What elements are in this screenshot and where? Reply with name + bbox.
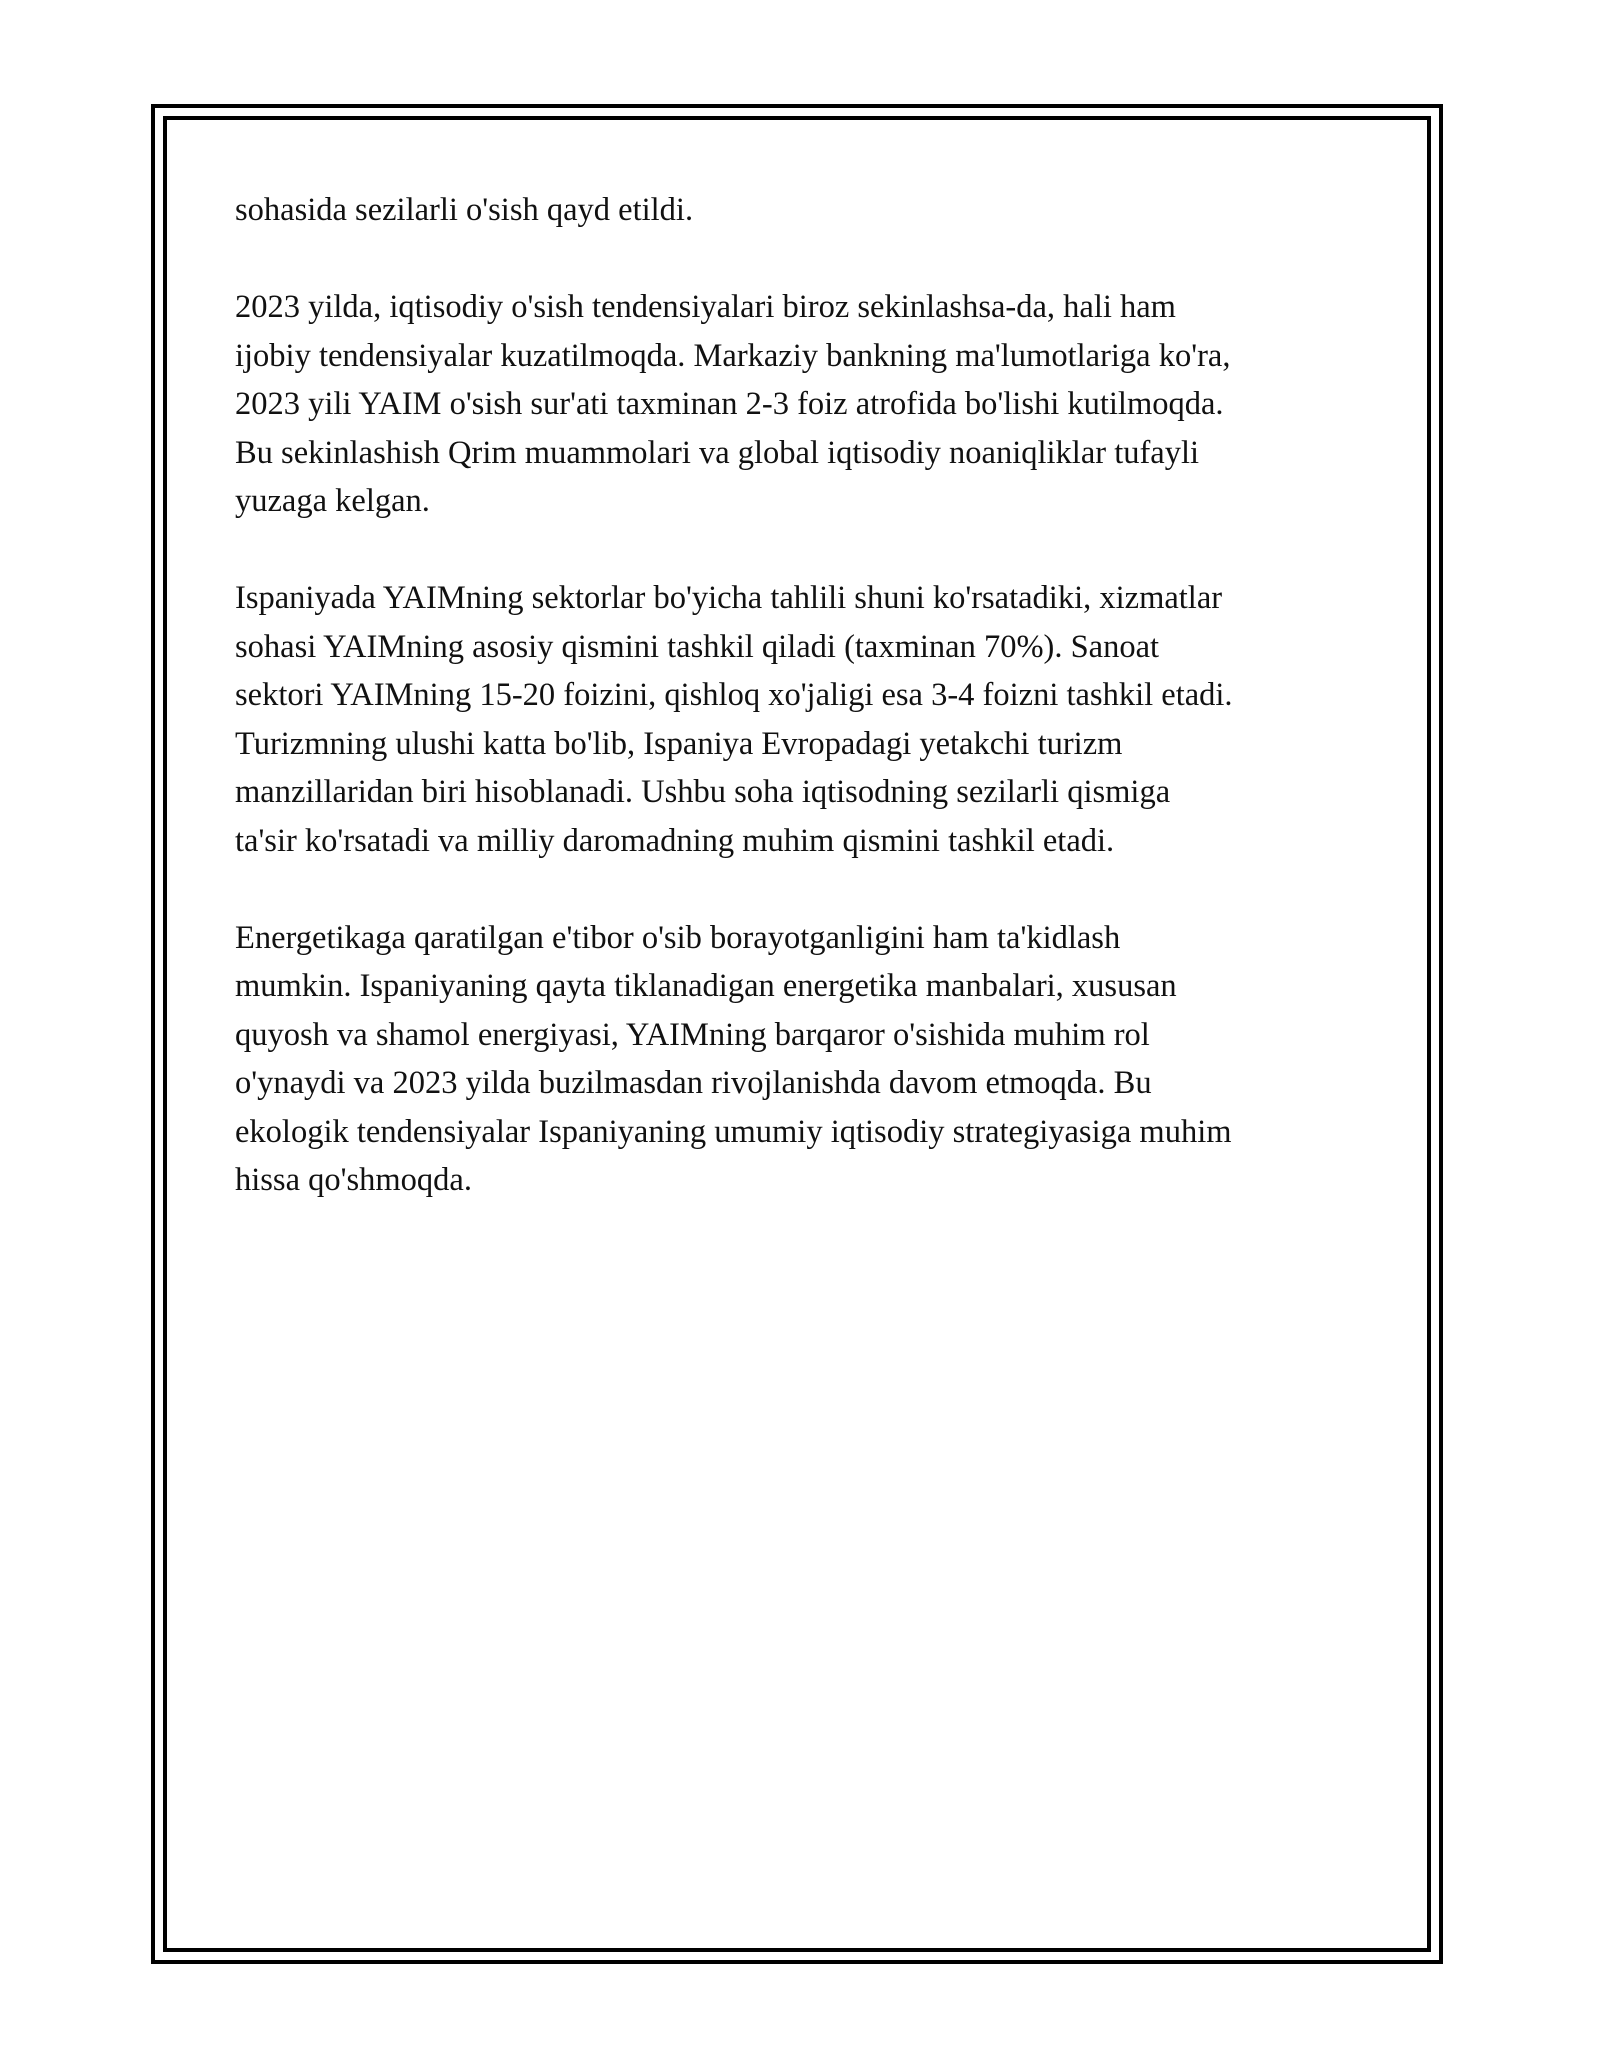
paragraph-2023-growth: 2023 yilda, iqtisodiy o'sish tendensiyalari biroz sekinlashsa-da, hali ham ijobiy tendensiyalar kuzatilmoqda. Markaziy bankning ma'lumotlariga ko'ra, 2023 yili YAIM o'sish sur'ati taxminan 2-3 foiz atrofida bo'lishi kutilmoqda. Bu sekinlashish Qrim muammolari va global iqtisodiy noaniqliklar tufayli yuzaga kelgan. [235,289,1231,519]
paragraph-energy: Energetikaga qaratilgan e'tibor o'sib borayotganligini ham ta'kidlash mumkin. Ispaniyaning qayta tiklanadigan energetika manbalari, xususan quyosh va shamol energiyasi, YAIMning barqaror o'sishida muhim rol o'ynaydi va 2023 yilda buzilmasdan rivojlanishda davom etmoqda. Bu ekologik tendensiyalar Ispaniyaning umumiy iqtisodiy strategiyasiga muhim hissa qo'shmoqda. [235,919,1232,1198]
document-body [235,186,1375,1253]
paragraph-sector-analysis: Ispaniyada YAIMning sektorlar bo'yicha tahlili shuni ko'rsatadiki, xizmatlar sohasi YAIMning asosiy qismini tashkil qiladi (taxminan 70%). Sanoat sektori YAIMning 15-20 foizini, qishloq xo'jaligi esa 3-4 foizni tashkil etadi. Turizmning ulushi katta bo'lib, Ispaniya Evropadagi yetakchi turizm manzillaridan biri hisoblanadi. Ushbu soha iqtisodning sezilarli qismiga ta'sir ko'rsatadi va milliy daromadning muhim qismini tashkil etadi. [235,580,1233,859]
paragraph-continuation: sohasida sezilarli o'sish qayd etildi. [235,192,694,228]
